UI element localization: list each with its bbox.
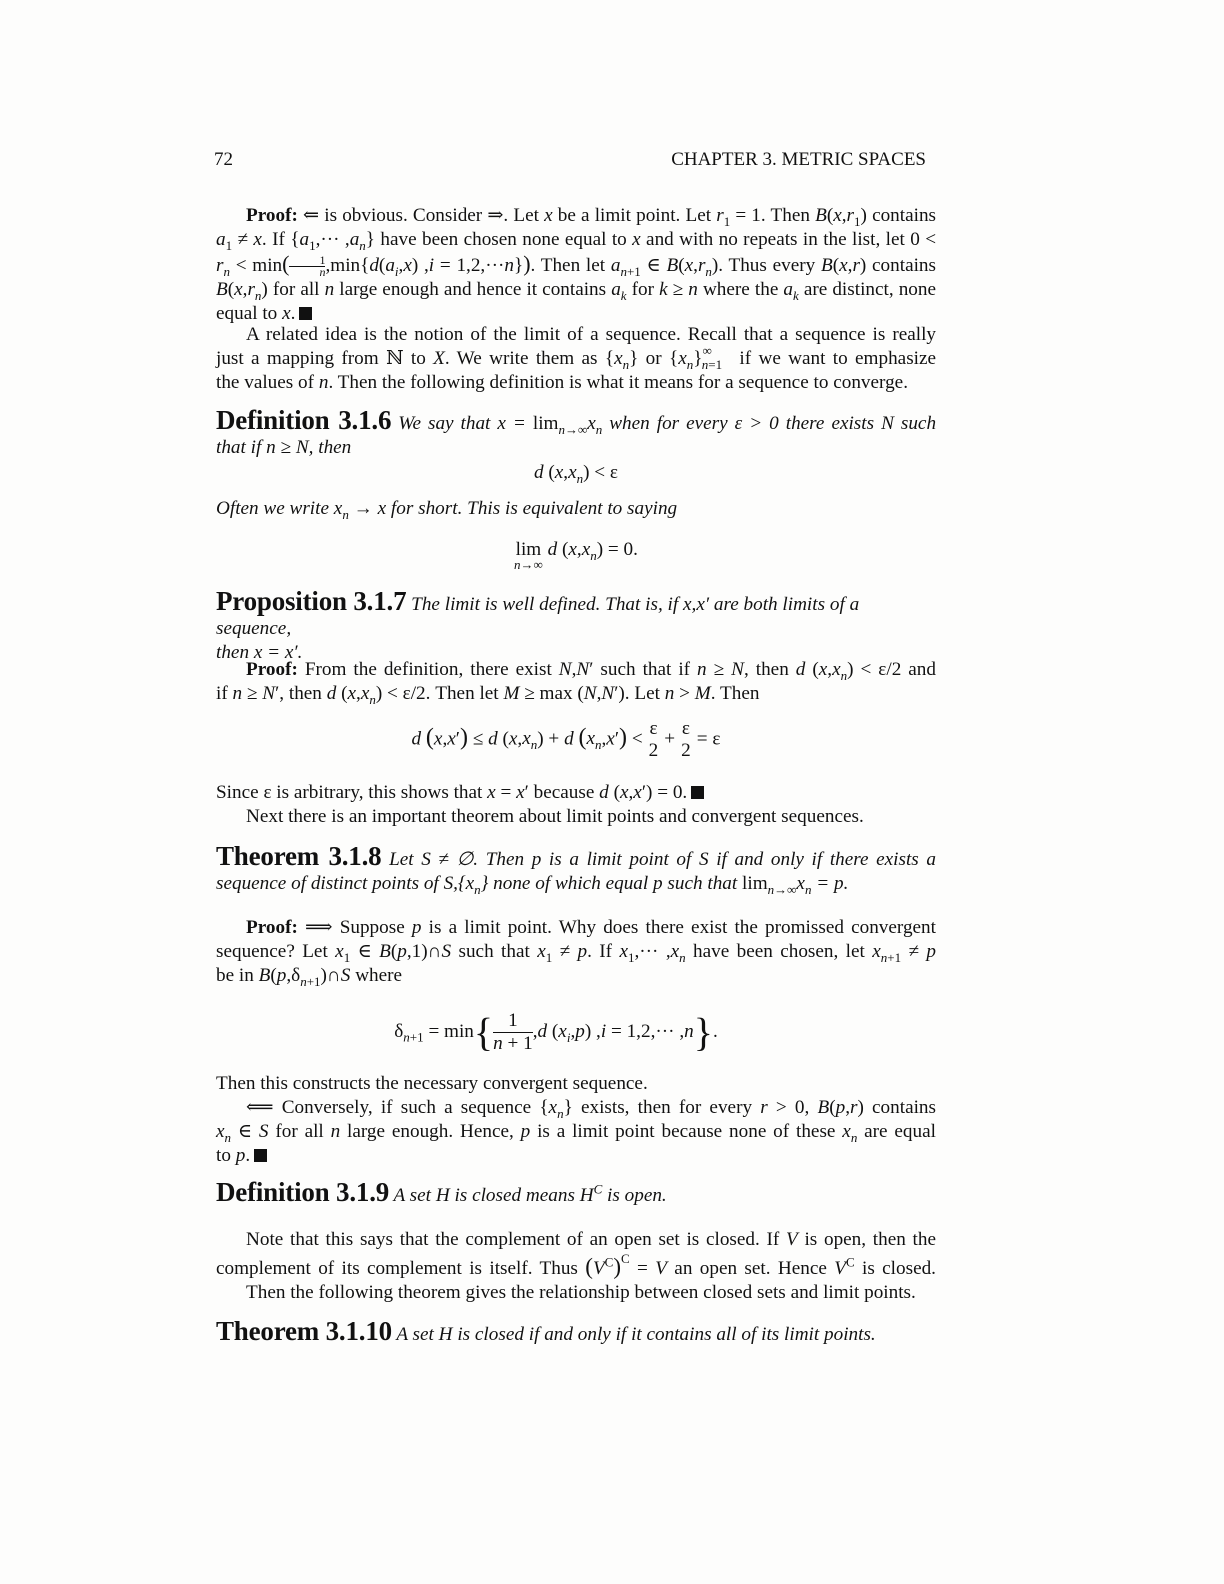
page-number: 72 bbox=[214, 149, 233, 170]
equation-d-less-epsilon: d $(x,x_n) < \varepsilon$ bbox=[533, 462, 618, 486]
proof-paragraph-2: Proof: From the definition, there exist N,N′ such that if n ≥ N, then d $(x,x_n) < \varepsilon/2$ and if n ≥ N′, then d $(x,x_n) < \varepsilon/2$. Then let M ≥ max (N,N′). Let n > M. Then bbox=[216, 659, 936, 707]
qed-square bbox=[299, 307, 312, 320]
proof-since: Since ε is arbitrary, this shows that x = x′ because d (x,x′) = 0. Next there is an important theorem about limit points and convergent sequences. bbox=[216, 782, 864, 827]
theorem-3-1-8: Theorem 3.1.8 Let S ≠ ∅. Then p is a limit point of S if and only if there exists a sequence of distinct points of $S,\{x_n\}$ none of which equal p such that $\lim_{n\to\infty}x_n = p$. bbox=[216, 841, 936, 897]
proof-label: Proof: bbox=[246, 917, 298, 938]
theorem-3-1-10: Theorem 3.1.10 A set H is closed if and only if it contains all of its limit points. bbox=[216, 1316, 876, 1346]
definition-3-1-6: Definition 3.1.6 We say that $x = \lim_{n\to\infty}x_n$ when for every ε > 0 there exists N such that if n ≥ N, then bbox=[216, 405, 937, 458]
qed-square bbox=[254, 1149, 267, 1162]
theorem-heading: Theorem 3.1.8 bbox=[216, 841, 382, 871]
proof-paragraph-1: Proof: ⇐ is obvious. Consider ⇒. Let x be a limit point. Let $r_1 = 1$. Then $B(x,r_1)$ contains $a_1 \ne x$. If $\{a_1,\cdot\cdot\cdot ,a_n\}$ have been chosen none equal to x and with no repeats in the list, let $0 < r_n < \min$( $\frac{1}{n}$ $,\min\{d(a_i,x) ,i = 1,2,\cdot\cdot\cdot n\}$). Then let $a_{n+1}$ ∈ $B(x,r_n)$. Thus every B(x,r) contains $B(x,r_n)$ for all n large enough and hence it contains $a_k$ for k ≥ n where the $a_k$ are distinct, none equal to x. bbox=[216, 205, 937, 325]
proof-conversely: Then this constructs the necessary convergent sequence. ⟸ Conversely, if such a sequence $\{x_n\}$ exists, then for every r > 0, B(p,r) contains $x_n$ ∈ S for all n large enough. Hence, p is a limit point because none of these $x_n$ are equal to p. bbox=[216, 1073, 936, 1166]
equation-delta: $\delta_{n+1} = \min${ $\frac{1}{n + 1}$ ,d $(x_i,p) ,i = 1,2,\cdot\cdot\cdot ,n$}. bbox=[394, 1009, 718, 1055]
definition-heading: Definition 3.1.9 bbox=[216, 1177, 390, 1207]
proof-label: Proof: bbox=[246, 205, 298, 226]
definition-3-1-9: Definition 3.1.9 A set H is closed means $H^C$ is open. bbox=[216, 1177, 667, 1207]
definition-heading: Definition 3.1.6 bbox=[216, 405, 392, 435]
proposition-3-1-7: Proposition 3.1.7 The limit is well defined. That is, if x,x′ are both limits of a sequence, then x = x′. bbox=[216, 586, 860, 663]
running-header: CHAPTER 3. METRIC SPACES bbox=[671, 149, 926, 170]
paragraph-note: Note that this says that the complement of an open set is closed. If V is open, then the complement of its complement is itself. Thus $(V^C)^C = V$ an open set. Hence $V^C$ is closed. Then the following theorem gives the relationship between closed sets and limit points. bbox=[216, 1229, 936, 1303]
paragraph-related-idea: A related idea is the notion of the limit of a sequence. Recall that a sequence is really just a mapping from ℕ to X. We write them as $\{x_n\}$ or $\{x_n\}^\infty_{n=1}$ if we want to emphasize the values of n. Then the following definition is what it means for a sequence to converge. bbox=[216, 324, 937, 393]
proof-label: Proof: bbox=[246, 659, 298, 680]
qed-square bbox=[691, 786, 704, 799]
theorem-heading: Theorem 3.1.10 bbox=[216, 1316, 392, 1346]
proof-paragraph-3: Proof: ⟹ Suppose p is a limit point. Why does there exist the promissed convergent sequence? Let $x_1$ ∈ B(p,1)∩S such that $x_1 \ne p$. If $x_1,\cdot\cdot\cdot ,x_n$ have been chosen, let $x_{n+1} \ne p$ be in $B(p,\delta_{n+1})\cap S$ where bbox=[216, 917, 937, 989]
equation-triangle: d (x,x′) ≤ d $(x,x_n) + d$ $(x_n,x')$ < ε 2 + ε 2 = ε bbox=[411, 718, 721, 761]
equation-limit: lim n→∞ d $(x,x_n) = 0$. bbox=[514, 539, 638, 572]
definition-often: Often we write $x_n \to x$ for short. This is equivalent to saying bbox=[216, 498, 678, 522]
proposition-heading: Proposition 3.1.7 bbox=[216, 586, 407, 616]
